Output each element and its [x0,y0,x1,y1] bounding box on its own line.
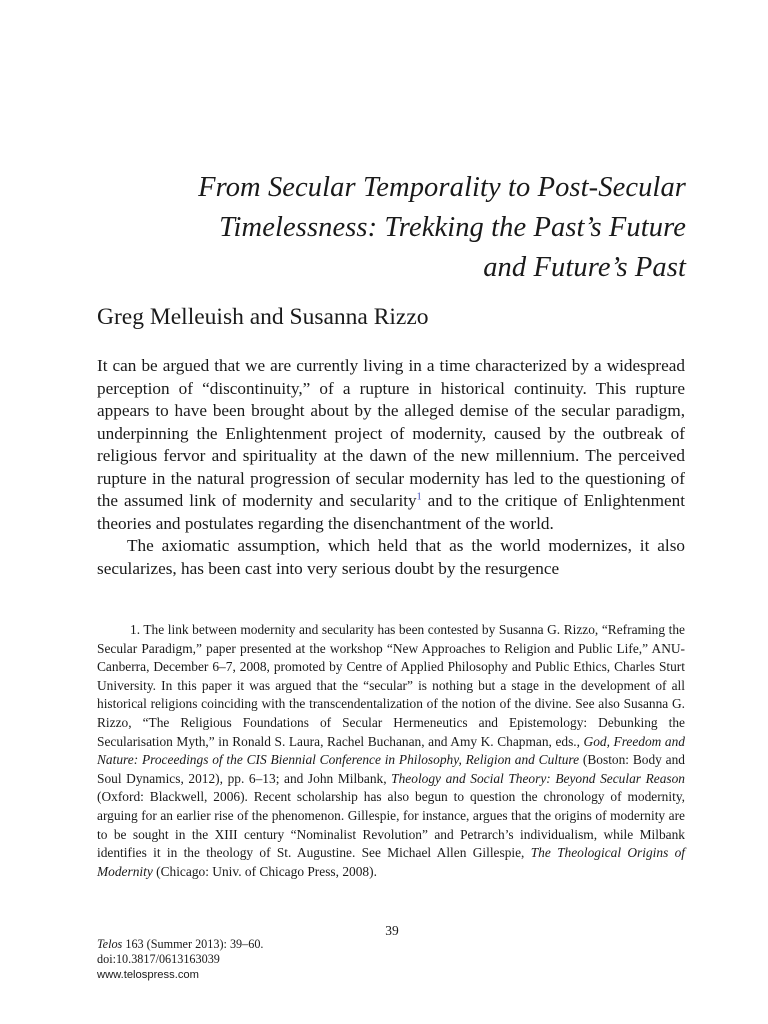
body-text-segment: and to the critique of Enlightenment theories and postulates regarding the disenchantment of the world. [97,491,685,533]
page-number: 39 [385,923,399,938]
footnote-text [97,621,685,881]
body-text-segment: It can be argued that we are currently living in a time characterized by a widespread perception of “discontinuity,” of a rupture in historical continuity. This rupture appears to have been brought about by the alleged demise of the secular paradigm, underpinning the Enlightenment project of modernity, caused by the outbreak of religious fervor and spirituality at the dawn of the new millennium. The perceived rupture in the natural progression of secular modernity has led to the questioning of the assumed link of modernity and secularity [97,356,685,510]
publication-info [97,937,263,983]
journal-name: Telos [97,937,123,951]
title-line: From Secular Temporality to Post-Secular [198,172,686,203]
footnote-book-title: God, Freedom and Nature: Proceedings of the CIS Biennial Conference in Philosophy, Religion and Culture [97,733,685,768]
body-text [97,355,685,580]
issue-info: 163 (Summer 2013): 39–60. [122,937,264,951]
doi: doi:10.3817/0613163039 [97,952,220,967]
footnote-segment: (Boston: Body and Soul Dynamics, 2012), pp. 6–13; and John Milbank, [97,752,685,786]
footnote-segment: (Oxford: Blackwell, 2006). Recent scholarship has also begun to question the chronology of modernity, arguing for an earlier rise of the phenomenon. Gillespie, for instance, argues that the origins of modernity are to be sought in the XIII century “Nominalist Revolution” and Petrarch’s individualism, while Milbank identifies it in the theology of St. Augustine. See Michael Allen Gillespie, [97,789,685,861]
title-line: Timelessness: Trekking the Past’s Future [219,212,686,243]
article-authors: Greg Melleuish and Susanna Rizzo [97,304,429,330]
footnote-book-title: The Theological Origins of Modernity [97,845,685,879]
body-paragraph-1 [97,355,685,535]
footnote-reference-link[interactable]: 1 [416,491,422,503]
title-line: and Future’s Past [483,252,686,283]
article-title [96,168,686,288]
citation-line [97,937,263,952]
website-link[interactable]: www.telospress.com [97,968,199,981]
body-paragraph-2: The axiomatic assumption, which held that as the world modernizes, it also secularizes, has been cast into very serious doubt by the resurgence [97,536,685,578]
footnote-segment: (Chicago: Univ. of Chicago Press, 2008). [152,863,377,879]
footnote-book-title: Theology and Social Theory: Beyond Secular Reason [391,770,685,786]
footnote-segment: 1. The link between modernity and secularity has been contested by Susanna G. Rizzo, “Reframing the Secular Paradigm,” paper presented at the workshop “New Approaches to Religion and Public Life,” ANU-Canberra, December 6–7, 2008, promoted by Centre of Applied Philosophy and Public Ethics, Charles Sturt University. In this paper it was argued that the “secular” is nothing but a stage in the development of all historical religions coinciding with the transcendentalization of the notion of the divine. See also Susanna G. Rizzo, “The Religious Foundations of Secular Hermeneutics and Epistemology: Debunking the Secularisation Myth,” in Ronald S. Laura, Rachel Buchanan, and Amy K. Chapman, eds., [97,622,685,749]
footnote-1 [97,621,685,881]
